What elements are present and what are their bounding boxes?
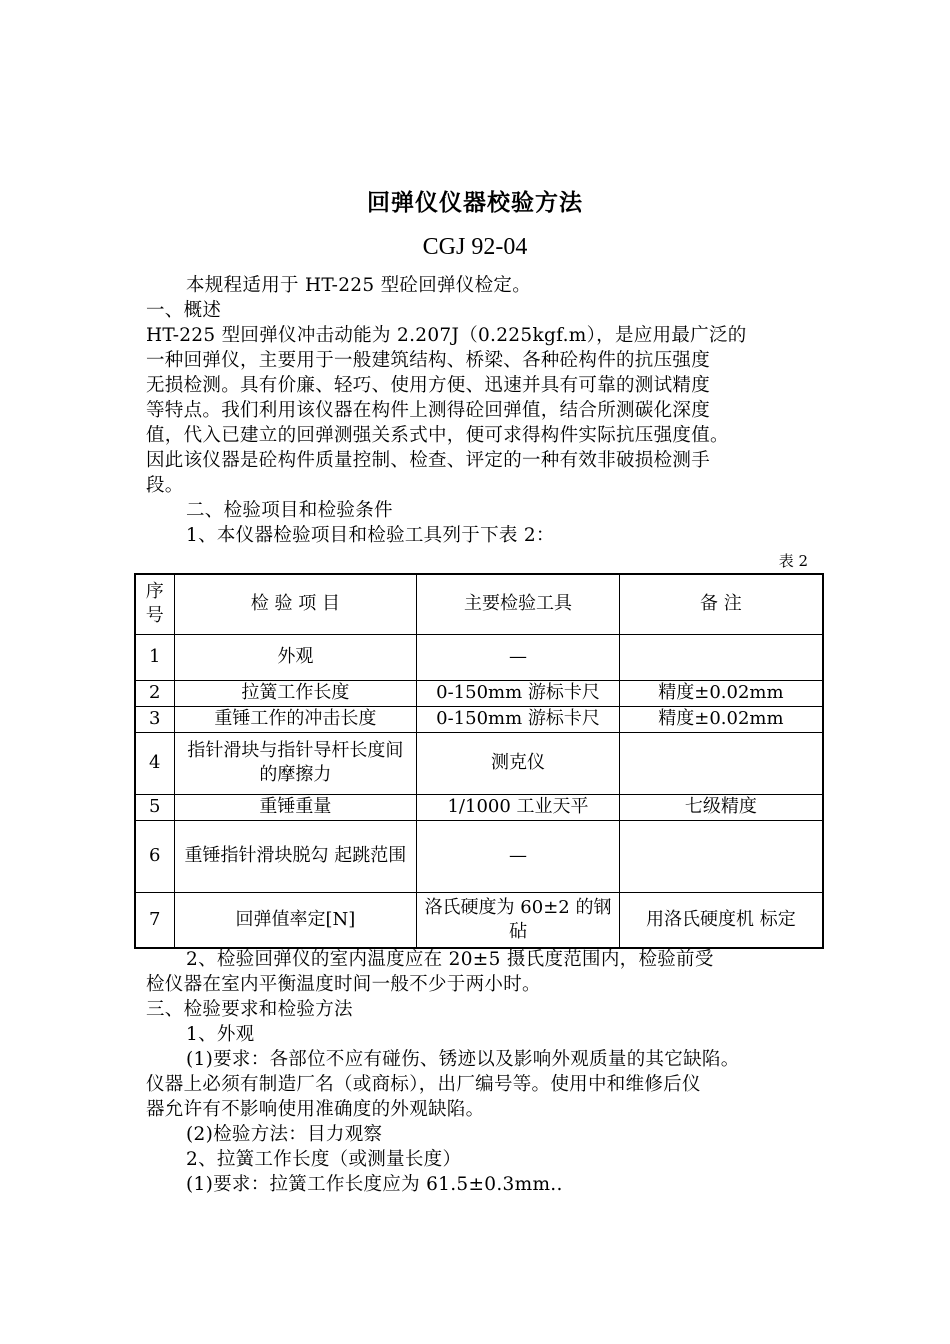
section-3-item-2: 2、拉簧工作长度（或测量长度）	[186, 1149, 462, 1170]
section-3-item-1-req-line: 器允许有不影响使用准确度的外观缺陷。	[146, 1099, 485, 1120]
section-1-line: 值，代入已建立的回弹测强关系式中，便可求得构件实际抗压强度值。	[146, 425, 729, 446]
section-1-line: HT-225 型回弹仪冲击动能为 2.207J（0.225kgf.m），是应用最广泛的	[146, 325, 747, 346]
table-header-row	[135, 574, 823, 634]
section-1-heading: 一、概述	[146, 300, 222, 321]
section-1-line: 段。	[146, 475, 184, 496]
section-3-item-1-req-line: 仪器上必须有制造厂名（或商标），出厂编号等。使用中和维修后仪	[146, 1074, 701, 1095]
table-cell: 精度±0.02mm	[619, 706, 823, 732]
header-cell-no: 序号	[135, 574, 174, 634]
table-cell	[619, 634, 823, 680]
section-2-item-1: 1、本仪器检验项目和检验工具列于下表 2：	[186, 525, 555, 546]
table-cell: 拉簧工作长度	[174, 680, 417, 706]
section-1-line: 因此该仪器是砼构件质量控制、检查、评定的一种有效非破损检测手	[146, 450, 711, 471]
section-3-item-2-req: (1)要求：拉簧工作长度应为 61.5±0.3mm..	[186, 1174, 563, 1195]
header-cell-item: 检 验 项 目	[174, 574, 417, 634]
section-2-item-2-line: 2、检验回弹仪的室内温度应在 20±5 摄氏度范围内，检验前受	[186, 949, 714, 970]
table-row	[135, 706, 823, 732]
section-2-item-2-line: 检仪器在室内平衡温度时间一般不少于两小时。	[146, 974, 541, 995]
section-2-heading: 二、检验项目和检验条件	[186, 500, 393, 521]
table-cell: 重锤重量	[174, 794, 417, 820]
table-cell: 5	[135, 794, 174, 820]
header-cell-tool: 主要检验工具	[417, 574, 620, 634]
table-cell	[619, 820, 823, 892]
table-cell: 7	[135, 892, 174, 948]
table-row	[135, 680, 823, 706]
table-caption: 表 2	[778, 552, 808, 570]
table-row	[135, 820, 823, 892]
document-code: CGJ 92-04	[422, 234, 528, 260]
table-cell: 0-150mm 游标卡尺	[417, 680, 620, 706]
section-3-item-1: 1、外观	[186, 1024, 255, 1045]
table-row	[135, 794, 823, 820]
table-row	[135, 732, 823, 794]
section-3-item-1-req-line: (1)要求：各部位不应有碰伤、锈迹以及影响外观质量的其它缺陷。	[186, 1049, 740, 1070]
table-cell: 2	[135, 680, 174, 706]
table-cell: —	[417, 634, 620, 680]
table-cell: 3	[135, 706, 174, 732]
table-cell: 1	[135, 634, 174, 680]
table-cell: 用洛氏硬度机 标定	[619, 892, 823, 948]
document-title: 回弹仪仪器校验方法	[367, 190, 583, 216]
table-row	[135, 892, 823, 948]
table-cell: 重锤指针滑块脱勾 起跳范围	[174, 820, 417, 892]
table-cell: 4	[135, 732, 174, 794]
table-cell: 0-150mm 游标卡尺	[417, 706, 620, 732]
section-1-line: 无损检测。具有价廉、轻巧、使用方便、迅速并具有可靠的测试精度	[146, 375, 711, 396]
table-cell: 1/1000 工业天平	[417, 794, 620, 820]
section-1-line: 一种回弹仪，主要用于一般建筑结构、桥梁、各种砼构件的抗压强度	[146, 350, 711, 371]
section-3-item-1-method: (2)检验方法：目力观察	[186, 1124, 383, 1145]
table-cell: 精度±0.02mm	[619, 680, 823, 706]
inspection-table	[134, 573, 824, 949]
table-cell: 回弹值率定[N]	[174, 892, 417, 948]
intro-paragraph: 本规程适用于 HT-225 型砼回弹仪检定。	[186, 275, 532, 296]
table-cell: 七级精度	[619, 794, 823, 820]
table-cell: 重锤工作的冲击长度	[174, 706, 417, 732]
section-3-heading: 三、检验要求和检验方法	[146, 999, 353, 1020]
table-cell: 测克仪	[417, 732, 620, 794]
table-cell: 洛氏硬度为 60±2 的钢砧	[417, 892, 620, 948]
table-cell: —	[417, 820, 620, 892]
table-cell: 外观	[174, 634, 417, 680]
table-row	[135, 634, 823, 680]
section-1-line: 等特点。我们利用该仪器在构件上测得砼回弹值，结合所测碳化深度	[146, 400, 711, 421]
header-cell-remark: 备 注	[619, 574, 823, 634]
table-cell: 指针滑块与指针导杆长度间的摩擦力	[174, 732, 417, 794]
table-cell: 6	[135, 820, 174, 892]
table-cell	[619, 732, 823, 794]
